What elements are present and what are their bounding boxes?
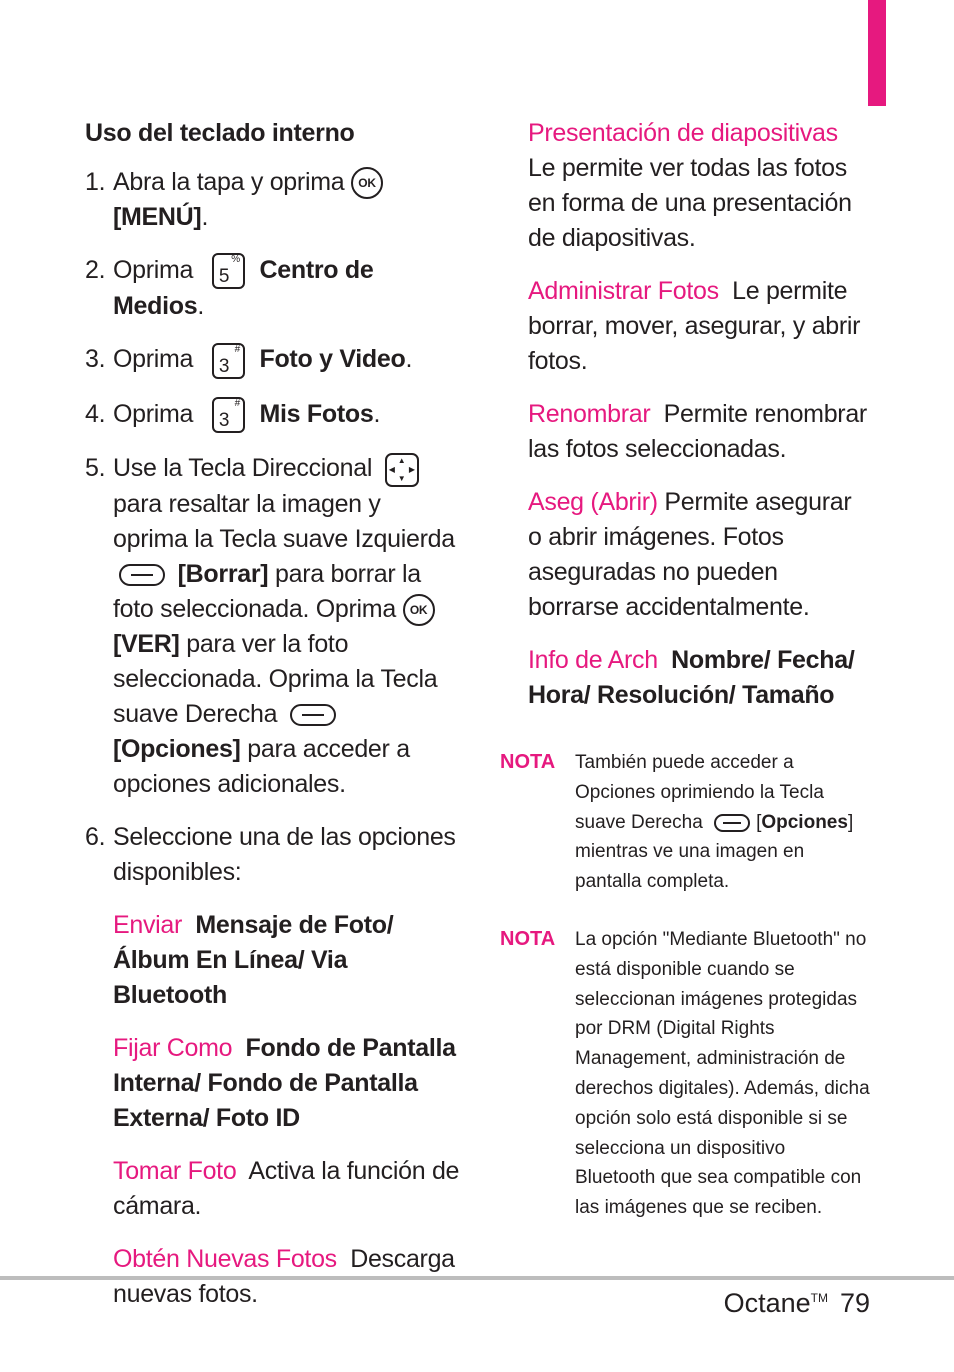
key-3-icon: [212, 397, 245, 433]
key-5-icon: [212, 253, 245, 289]
step-number: 5.: [85, 454, 106, 483]
right-column: [528, 116, 868, 731]
step-text: Abra la tapa y oprima: [113, 168, 345, 196]
step-text: Oprima: [113, 345, 194, 374]
left-column: [85, 116, 460, 1330]
option-enviar: [113, 908, 460, 1013]
option-description: Fondo de Pantalla Interna/ Fondo de Pantalla Externa/ Foto ID: [113, 1033, 456, 1132]
left-soft-key-icon: [119, 564, 165, 586]
step-text: Oprima: [113, 399, 194, 428]
key-symbol: #: [234, 398, 240, 410]
option-name: Presentación de diapositivas: [528, 119, 838, 147]
option-name: Aseg (Abrir): [528, 488, 658, 516]
option-description: Descarga nuevas fotos.: [113, 1244, 455, 1308]
option-name: Renombrar: [528, 400, 651, 428]
step-number: 1.: [85, 168, 106, 196]
note-2: [500, 925, 870, 1223]
option-description: Permite renombrar las fotos seleccionadas.: [528, 400, 867, 463]
step-3: [85, 342, 460, 378]
step-4: [85, 397, 460, 433]
borrar-label: [Borrar]: [177, 559, 269, 588]
punctuation: .: [405, 345, 413, 374]
note-text: ] mientras ve una imagen en pantalla completa.: [575, 811, 854, 893]
bracket: [: [756, 811, 762, 833]
section-heading: Uso del teclado interno: [85, 119, 355, 147]
option-name: Fijar Como: [113, 1033, 233, 1062]
option-name: Info de Arch: [528, 646, 658, 674]
step-number: 2.: [85, 256, 106, 284]
step-2: [85, 253, 460, 324]
key-3-icon: [212, 343, 245, 379]
note-1: [500, 748, 870, 897]
page-footer: [724, 1288, 870, 1319]
footer-rule: [0, 1276, 954, 1280]
step-number: 4.: [85, 399, 106, 428]
option-description: Activa la función de cámara.: [113, 1156, 460, 1220]
step-text: para ver la foto seleccionada. Oprima la Tecla suave Derecha: [113, 629, 438, 728]
step-number: 6.: [85, 822, 106, 851]
option-name: Tomar Foto: [113, 1156, 237, 1185]
ok-key-icon: OK: [403, 594, 435, 626]
key-digit: 3: [218, 410, 230, 432]
directional-key-icon: ▲ ▼ ◀ ▶: [385, 453, 419, 487]
opciones-label: Opciones: [761, 811, 848, 833]
menu-item-mis-fotos: Mis Fotos: [259, 399, 374, 428]
option-fijar-como: [113, 1031, 460, 1136]
step-text: Oprima: [113, 256, 194, 284]
note-label: NOTA: [500, 751, 556, 773]
key-digit: 3: [218, 355, 230, 377]
step-text: para resaltar la imagen y oprima la Tecla suave Izquierda: [113, 489, 455, 553]
right-soft-key-icon: [290, 704, 336, 726]
punctuation: .: [373, 399, 381, 428]
option-description: Le permite ver todas las fotos en forma de una presentación de diapositivas.: [528, 154, 852, 252]
note-body: [575, 748, 870, 897]
option-name: Enviar: [113, 910, 183, 939]
option-name: Obtén Nuevas Fotos: [113, 1244, 337, 1273]
brand-name: Octane: [723, 1288, 811, 1318]
option-description: Le permite borrar, mover, asegurar, y abrir fotos.: [528, 277, 861, 375]
menu-item-foto-y-video: Foto y Video: [259, 345, 406, 374]
option-tomar-foto: [113, 1154, 460, 1224]
option-renombrar: [528, 397, 868, 467]
step-text: para acceder a opciones adicionales.: [113, 734, 410, 798]
page-number: 79: [839, 1288, 870, 1318]
key-symbol: %: [231, 254, 240, 266]
ver-label: [VER]: [113, 629, 180, 658]
key-symbol: #: [234, 343, 240, 355]
step-6: [85, 820, 460, 890]
section-tab: [868, 0, 886, 106]
note-body: [575, 925, 870, 1223]
ok-key-icon: OK: [351, 167, 383, 199]
trademark: TM: [810, 1291, 828, 1305]
option-description: Nombre/ Fecha/ Hora/ Resolución/ Tamaño: [528, 646, 855, 709]
key-digit: 5: [218, 266, 230, 288]
menu-item-centro-de-medios: Centro de Medios: [113, 256, 374, 321]
option-description: Mensaje de Foto/ Álbum En Línea/ Via Bluetooth: [113, 910, 394, 1009]
step-number: 3.: [85, 345, 106, 374]
punctuation: .: [197, 292, 204, 321]
note-label: NOTA: [500, 928, 556, 950]
option-administrar-fotos: [528, 274, 868, 379]
option-description: Permite asegurar o abrir imágenes. Fotos aseguradas no pueden borrarse accidentalmente.: [528, 488, 852, 621]
menu-label: [MENÚ]: [113, 203, 202, 231]
step-text: Use la Tecla Direccional: [113, 454, 373, 483]
opciones-label: [Opciones]: [113, 734, 241, 763]
step-1: [85, 165, 460, 235]
step-text: Seleccione una de las opciones disponibles:: [113, 822, 456, 886]
right-soft-key-icon: [714, 814, 750, 832]
option-aseg-abrir: [528, 485, 868, 625]
note-text: También puede acceder a Opciones oprimiendo la Tecla suave Derecha: [575, 752, 824, 833]
note-text: La opción "Mediante Bluetooth" no está disponible cuando se seleccionan imágenes protegidas por DRM (Digital Rights Management, administración de derechos digitales). Además, dicha opción solo está disponible si se selecciona un dispositivo Bluetooth que sea compatible con las imágenes que se reciben.: [575, 929, 870, 1219]
option-presentacion: [528, 116, 868, 256]
step-text: para borrar la foto seleccionada. Oprima: [113, 559, 421, 623]
step-5: [85, 451, 460, 801]
option-info-de-arch: [528, 643, 868, 713]
punctuation: .: [201, 203, 209, 231]
option-name: Administrar Fotos: [528, 277, 719, 305]
